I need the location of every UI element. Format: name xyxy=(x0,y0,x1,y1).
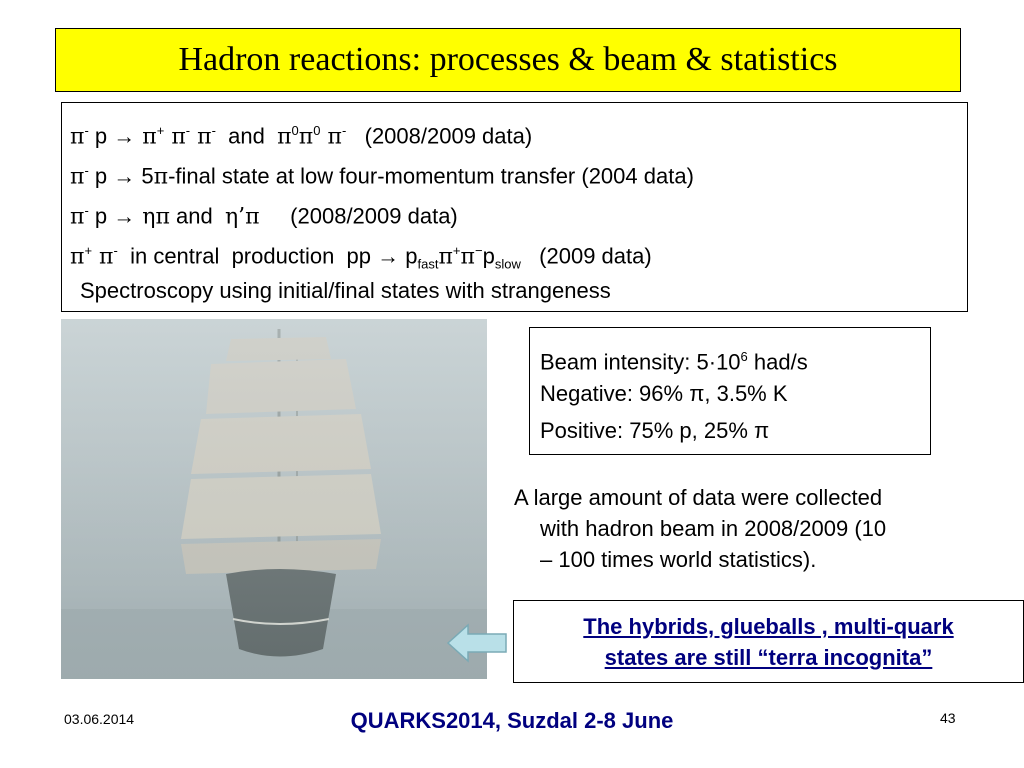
processes-box xyxy=(61,102,968,312)
process-line-3: π- p → ηπ and η’π (2008/2009 data) xyxy=(70,203,458,230)
beam-intensity: Beam intensity: $5\cdot 10^6$ had/s xyxy=(540,349,808,375)
footer-date: 03.06.2014 xyxy=(64,711,135,727)
page-number: 43 xyxy=(940,710,956,726)
conclusion-line-1: The hybrids, glueballs , multi-quark xyxy=(583,613,954,639)
beam-positive: Positive: 75% p, 25% π xyxy=(540,418,770,443)
beam-negative: Negative: 96% π, 3.5% K xyxy=(540,381,788,406)
data-collection-note: A large amount of data were collected with hadron beam in 2008/2009 (10 – 100 times world statistics). xyxy=(514,485,887,572)
arrow-right-icon: → xyxy=(113,203,136,229)
conclusion-box xyxy=(513,600,1024,683)
slide-title: Hadron reactions: processes & beam & statistics xyxy=(178,41,838,78)
conclusion-line-2: states are still “terra incognita” xyxy=(604,644,933,670)
process-line-5: Spectroscopy using initial/final states with strangeness xyxy=(80,278,611,303)
left-arrow-icon xyxy=(446,622,508,664)
process-line-1: π- p → π+ π- π- and $\pi^0\pi^0$ π- (2008/2009 data) xyxy=(70,123,533,150)
title-box xyxy=(55,28,961,92)
footer-conference: QUARKS2014, Suzdal 2-8 June xyxy=(350,708,674,733)
process-line-2: π- p → 5π-final state at low four-momentum transfer (2004 data) xyxy=(70,163,694,190)
arrow-right-icon: → xyxy=(377,243,400,269)
arrow-right-icon: → xyxy=(113,123,136,149)
beam-info-box xyxy=(529,327,931,455)
process-line-4: π+ π- in central production pp → $p_{fast}\pi^+\pi^-p_{slow}$ (2009 data) xyxy=(70,243,652,272)
sailing-ship-in-fog-photo xyxy=(61,319,487,679)
arrow-right-icon: → xyxy=(113,163,136,189)
